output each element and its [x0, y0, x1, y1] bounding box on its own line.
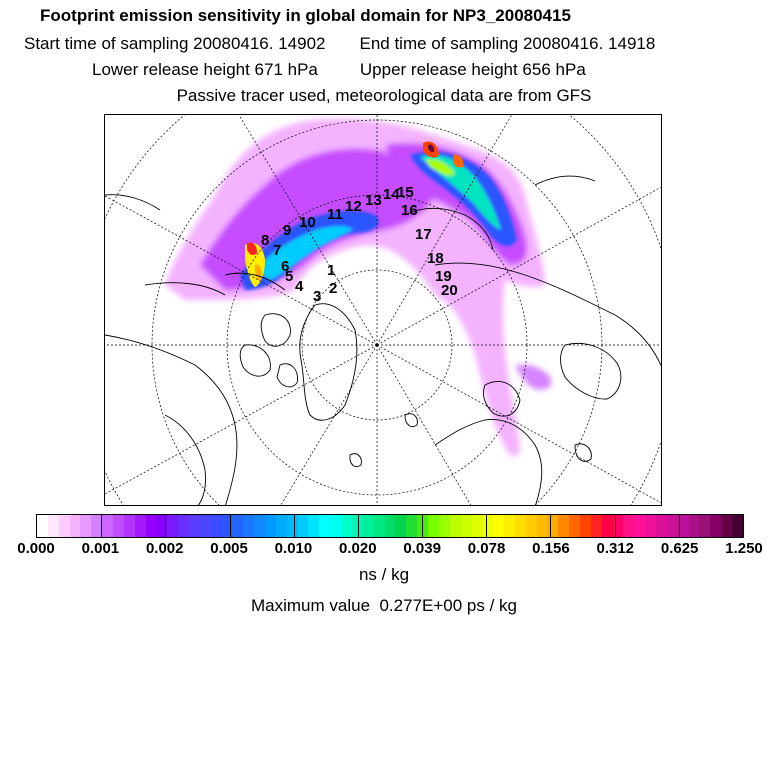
colorbar-segment [243, 515, 254, 537]
colorbar-segment [623, 515, 634, 537]
colorbar-tick-label: 1.250 [725, 540, 763, 557]
colorbar-segment [580, 515, 591, 537]
track-label: 20 [441, 282, 458, 299]
track-label: 4 [295, 278, 304, 295]
track-label: 16 [401, 202, 418, 219]
track-label: 14 [383, 186, 400, 203]
track-label: 7 [273, 242, 282, 259]
colorbar-segment [482, 515, 493, 537]
colorbar [36, 514, 744, 538]
colorbar-segment [146, 515, 157, 537]
colorbar-segment [330, 515, 341, 537]
colorbar-divider [486, 515, 487, 537]
colorbar-divider [294, 515, 295, 537]
colorbar-segment [276, 515, 287, 537]
colorbar-segment [341, 515, 352, 537]
colorbar-segment [113, 515, 124, 537]
end-time: End time of sampling 20080416. 14918 [359, 34, 656, 53]
colorbar-tick-label: 0.020 [339, 540, 377, 557]
colorbar-segment [124, 515, 135, 537]
track-label: 13 [365, 192, 382, 209]
track-label: 12 [345, 198, 362, 215]
colorbar-segment [37, 515, 48, 537]
polar-map [105, 115, 662, 506]
colorbar-segment [189, 515, 200, 537]
colorbar-segment [265, 515, 276, 537]
colorbar-segment [645, 515, 656, 537]
track-label: 18 [427, 250, 444, 267]
colorbar-segment [558, 515, 569, 537]
colorbar-tick-label: 0.625 [660, 540, 699, 557]
colorbar-segment [48, 515, 59, 537]
colorbar-segment [363, 515, 374, 537]
colorbar-tick-label: 0.078 [467, 540, 506, 557]
colorbar-segment [385, 515, 396, 537]
colorbar-segment [602, 515, 613, 537]
colorbar-tick-label: 0.039 [403, 540, 441, 557]
colorbar-segment [287, 515, 298, 537]
colorbar-segment [450, 515, 461, 537]
colorbar-segment [732, 515, 743, 537]
colorbar-segment [308, 515, 319, 537]
colorbar-segment [211, 515, 222, 537]
colorbar-segment [135, 515, 146, 537]
colorbar-segment [699, 515, 710, 537]
track-label: 3 [313, 288, 322, 305]
track-label: 1 [327, 262, 336, 279]
colorbar-divider [101, 515, 102, 537]
colorbar-segment [634, 515, 645, 537]
track-label: 6 [281, 258, 290, 275]
colorbar-segment [395, 515, 406, 537]
colorbar-segment [102, 515, 113, 537]
colorbar-segment [232, 515, 243, 537]
start-time: Start time of sampling 20080416. 14902 [24, 34, 326, 53]
colorbar-segment [200, 515, 211, 537]
colorbar-tick-label: 0.000 [17, 540, 55, 557]
colorbar-segment [547, 515, 558, 537]
colorbar-divider [550, 515, 551, 537]
colorbar-divider [358, 515, 359, 537]
track-label: 2 [329, 280, 338, 297]
track-label: 10 [299, 214, 316, 231]
colorbar-tick-label: 0.005 [210, 540, 248, 557]
colorbar-segment [569, 515, 580, 537]
colorbar-segment [298, 515, 309, 537]
sampling-times [24, 34, 655, 54]
tracer-note: Passive tracer used, meteorological data are from GFS [176, 86, 592, 105]
colorbar-tick-label: 0.312 [596, 540, 635, 557]
colorbar-tick-label: 0.001 [81, 540, 120, 557]
sensitivity-plume [165, 119, 551, 456]
track-label: 5 [285, 268, 294, 285]
track-label: 17 [415, 226, 432, 243]
colorbar-segment [254, 515, 265, 537]
colorbar-segment [537, 515, 548, 537]
track-label: 8 [261, 232, 270, 249]
colorbar-segment [439, 515, 450, 537]
colorbar-labels [0, 540, 768, 560]
plot-title: Footprint emission sensitivity in global domain for NP3_20080415 [40, 6, 571, 25]
colorbar-segment [526, 515, 537, 537]
colorbar-segment [80, 515, 91, 537]
upper-release-height: Upper release height 656 hPa [359, 60, 586, 79]
colorbar-tick-label: 0.156 [532, 540, 570, 557]
colorbar-segment [656, 515, 667, 537]
colorbar-segment [471, 515, 482, 537]
colorbar-divider [230, 515, 231, 537]
colorbar-segment [493, 515, 504, 537]
colorbar-segment [710, 515, 721, 537]
colorbar-segment [689, 515, 700, 537]
colorbar-segment [667, 515, 678, 537]
maximum-value: Maximum value 0.277E+00 ps / kg [251, 596, 517, 615]
colorbar-segment [406, 515, 417, 537]
colorbar-tick-label: 0.010 [274, 540, 313, 557]
track-label: 9 [283, 222, 292, 239]
colorbar-segment [591, 515, 602, 537]
colorbar-segment [178, 515, 189, 537]
colorbar-units: ns / kg [358, 565, 410, 584]
colorbar-segment [59, 515, 70, 537]
colorbar-segment [167, 515, 178, 537]
release-heights [92, 60, 586, 80]
track-label: 11 [327, 206, 343, 223]
colorbar-segment [428, 515, 439, 537]
lower-release-height: Lower release height 671 hPa [92, 60, 318, 79]
colorbar-tick-label: 0.002 [145, 540, 184, 557]
colorbar-segment [515, 515, 526, 537]
colorbar-segment [461, 515, 472, 537]
colorbar-segment [504, 515, 515, 537]
colorbar-segment [222, 515, 233, 537]
map-panel [104, 114, 662, 506]
colorbar-divider [679, 515, 680, 537]
colorbar-segment [319, 515, 330, 537]
colorbar-segment [374, 515, 385, 537]
colorbar-segment [70, 515, 81, 537]
track-label: 19 [435, 268, 452, 285]
colorbar-segment [721, 515, 732, 537]
colorbar-divider [615, 515, 616, 537]
colorbar-divider [422, 515, 423, 537]
track-label: 15 [397, 184, 414, 201]
colorbar-divider [165, 515, 166, 537]
